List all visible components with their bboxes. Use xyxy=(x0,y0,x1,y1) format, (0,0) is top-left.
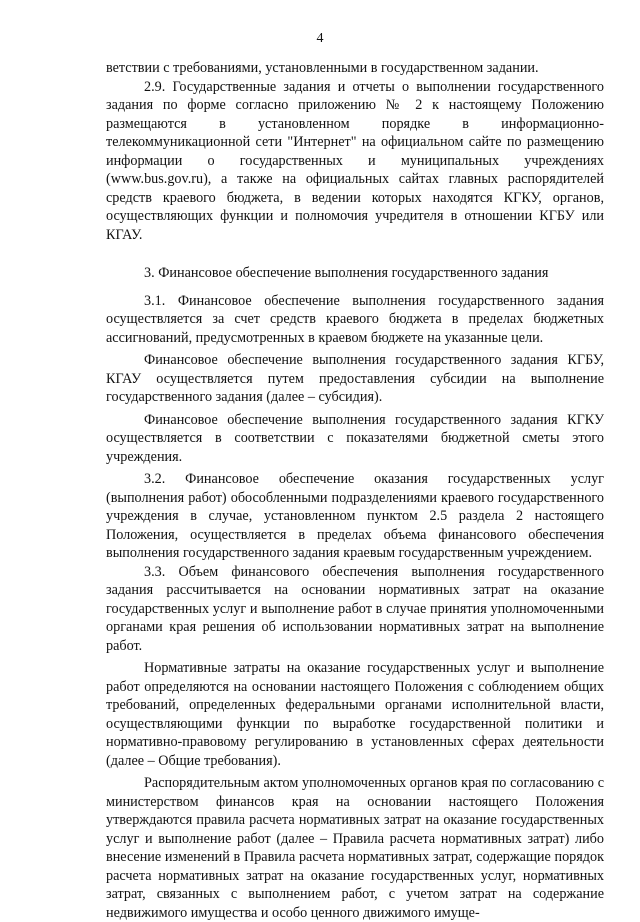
paragraph-administrative-act: Распорядительным актом уполномоченных органов края по согласованию с министерством финансов края на основании настоящего Положения утверждаются правила расчета нормативных затрат на оказание государственных услуг и выполнение работ (далее – Правила расчета нормативных затрат) либо внесение изменений в Правила расчета нормативных затрат, содержащие порядок расчета нормативных затрат на оказание государственных услуг, нормативных затрат, связанных с выполнением работ, с учетом затрат на содержание недвижимого имущества и особо ценного движимого имуще- xyxy=(106,775,604,921)
paragraph-continuation: ветствии с требованиями, установленными в государственном задании. xyxy=(106,60,539,76)
section-heading: 3. Финансовое обеспечение выполнения государственного задания xyxy=(144,265,549,281)
page-number: 4 xyxy=(316,31,324,46)
paragraph-3-1: 3.1. Финансовое обеспечение выполнения государственного задания осуществляется за счет средств краевого бюджета в пределах бюджетных ассигнований, предусмотренных в краевом бюджете на указанные цели. xyxy=(106,292,604,346)
document-body xyxy=(106,59,604,922)
paragraph-2-9: 2.9. Государственные задания и отчеты о выполнении государственного задания по форме согласно приложению № 2 к настоящему Положению размещаются в установленном порядке в информационно-телекоммуникационной сети "Интернет" на официальном сайте по размещению информации о государственных и муниципальных учреждениях (www.bus.gov.ru), а также на официальных сайтах главных распорядителей средств краевого бюджета, в ведении которых находятся КГКУ, органов, осуществляющих функции и полномочия учредителя в отношении КГБУ или КГАУ. xyxy=(106,78,604,243)
paragraph-kgbu-kgau: Финансовое обеспечение выполнения государственного задания КГБУ, КГАУ осуществляется путем предоставления субсидии на выполнение государственного задания (далее – субсидия). xyxy=(106,352,604,405)
paragraph-normative-costs: Нормативные затраты на оказание государственных услуг и выполнение работ определяются на основании настоящего Положения с соблюдением общих требований, определенных федеральными органами исполнительной власти, осуществляющими функции по выработке государственной политики и нормативно-правовому регулированию в установленных сферах деятельности (далее – Общие требования). xyxy=(106,660,604,769)
paragraph-3-3: 3.3. Объем финансового обеспечения выполнения государственного задания рассчитывается на основании нормативных затрат на оказание государственных услуг и выполнение работ в случае принятия уполномоченными органами края решения об использовании нормативных затрат на выполнение работ. xyxy=(106,563,604,654)
paragraph-3-2: 3.2. Финансовое обеспечение оказания государственных услуг (выполнения работ) обособленными подразделениями краевого государственного учреждения в случае, установленном пунктом 2.5 раздела 2 настоящего Положения, осуществляется в пределах объема финансового обеспечения выполнения государственного задания краевым государственным учреждением. xyxy=(106,471,604,561)
paragraph-kgku: Финансовое обеспечение выполнения государственного задания КГКУ осуществляется в соответствии с показателями бюджетной сметы этого учреждения. xyxy=(106,411,604,465)
